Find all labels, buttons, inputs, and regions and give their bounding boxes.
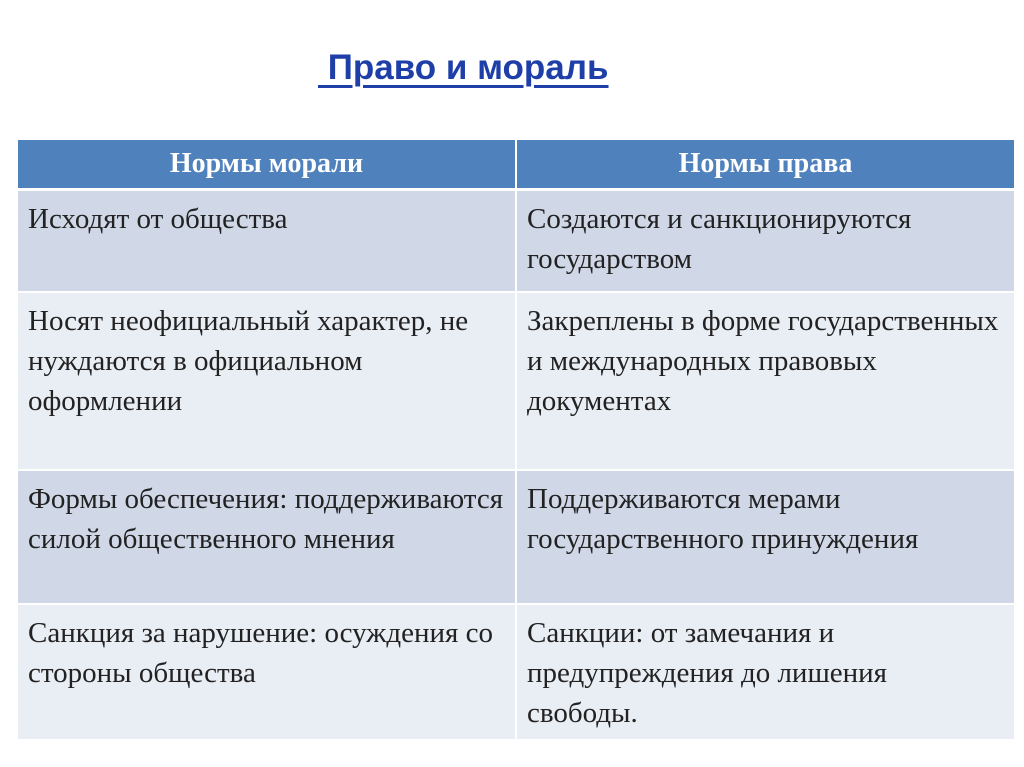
table-cell: Поддерживаются мерами государственного принуждения	[516, 470, 1014, 604]
table-cell: Исходят от общества	[18, 190, 516, 293]
table-cell: Носят неофициальный характер, не нуждаются в официальном оформлении	[18, 292, 516, 470]
table-cell: Санкции: от замечания и предупреждения до лишения свободы.	[516, 604, 1014, 740]
column-header-law-norms: Нормы права	[516, 140, 1014, 190]
comparison-table	[18, 140, 1014, 741]
table-cell: Создаются и санкционируются государством	[516, 190, 1014, 293]
table-cell: Санкция за нарушение: осуждения со стороны общества	[18, 604, 516, 740]
table-header-row	[18, 140, 1014, 190]
table-cell: Закреплены в форме государственных и международных правовых документах	[516, 292, 1014, 470]
table-cell: Формы обеспечения: поддерживаются силой общественного мнения	[18, 470, 516, 604]
table-row	[18, 470, 1014, 604]
table-row	[18, 292, 1014, 470]
column-header-moral-norms: Нормы морали	[18, 140, 516, 190]
page-title: Право и мораль	[318, 48, 609, 87]
table-row	[18, 190, 1014, 293]
table-row	[18, 604, 1014, 740]
